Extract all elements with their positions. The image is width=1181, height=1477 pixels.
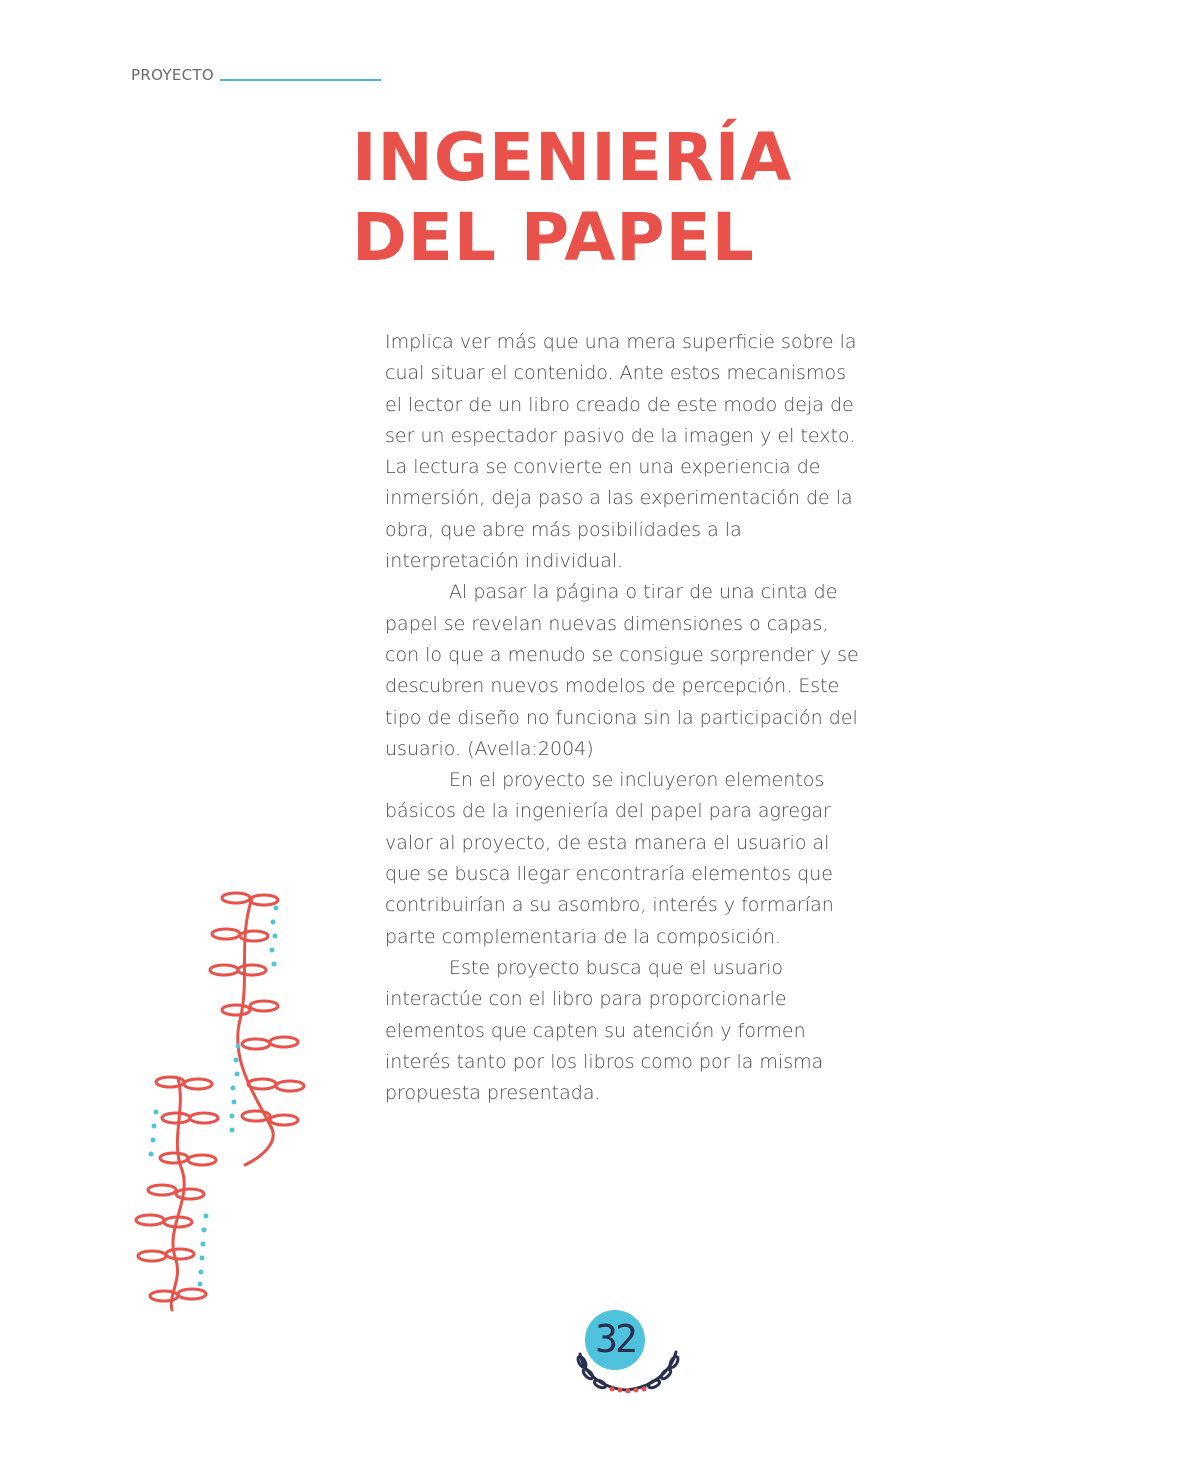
- page-number-badge: [568, 1310, 688, 1410]
- paragraph-4: Este proyecto busca que el usuario interactúe con el libro para proporcionarle elementos que capten su atención y formen interés tanto por los libros como por la misma propuesta presentada.: [385, 956, 824, 1105]
- section-rule: [220, 79, 381, 81]
- title-line-2: DEL PAPEL: [352, 199, 755, 276]
- section-label: PROYECTO: [131, 66, 214, 84]
- laurel-wreath-icon: [568, 1310, 688, 1410]
- page-title: [352, 118, 792, 278]
- paragraph-3: En el proyecto se incluyeron elementos básicos de la ingeniería del papel para agregar valor al proyecto, de esta manera el usuario al que se busca llegar encontraría elementos que contribuirían a su asombro, interés y formarían parte complementaria de la composición.: [385, 769, 834, 948]
- body-text: [385, 327, 863, 1109]
- title-line-1: INGENIERÍA: [352, 119, 793, 196]
- paragraph-2: Al pasar la página o tirar de una cinta de papel se revelan nuevas dimensiones o capas, con lo que a menudo se consigue sorprender y se descubren nuevos modelos de percepción. Este tipo de diseño no funciona sin la participación del usuario. (Avella:2004): [385, 581, 859, 760]
- page-number: 32: [595, 1317, 635, 1361]
- paragraph-1: Implica ver más que una mera superficie sobre la cual situar el contenido. Ante estos mecanismos el lector de un libro creado de este modo deja de ser un espectador pasivo de la imagen y el texto. La lectura se convierte en una experiencia de inmersión, deja paso a las experimentación de la obra, que abre más posibilidades a la interpretación individual.: [385, 331, 857, 573]
- ribbon-vines-icon: [120, 880, 320, 1320]
